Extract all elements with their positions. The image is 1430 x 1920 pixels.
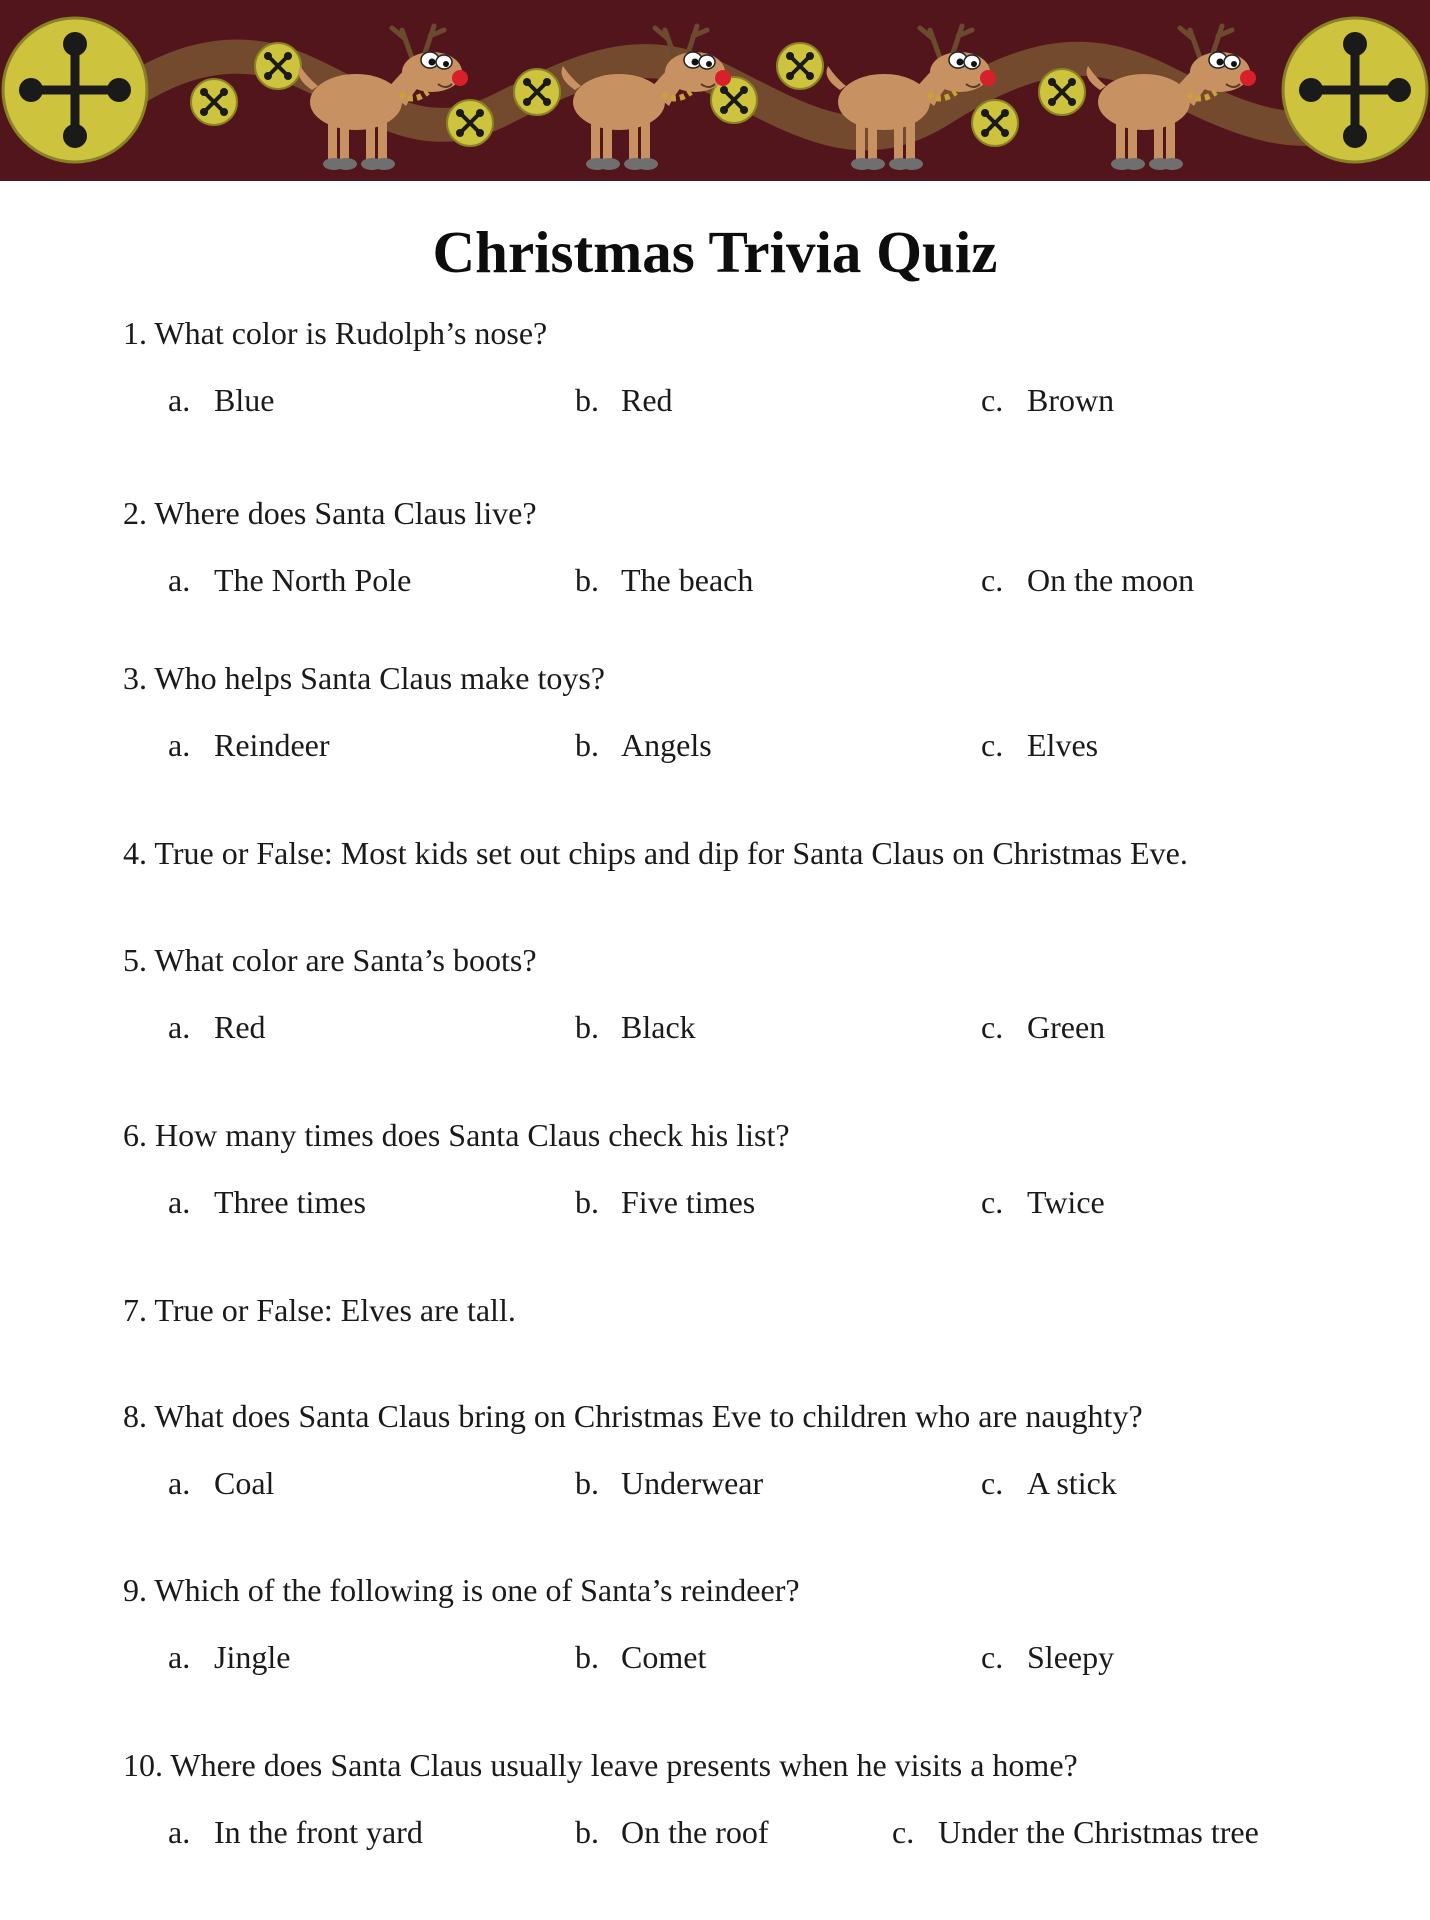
answer-option bbox=[575, 380, 673, 420]
header-banner bbox=[0, 0, 1430, 181]
option-text: Under the Christmas tree bbox=[938, 1814, 1259, 1850]
option-text: Red bbox=[214, 1009, 266, 1045]
option-text: Sleepy bbox=[1027, 1639, 1115, 1675]
option-text: Twice bbox=[1027, 1184, 1105, 1220]
jingle-bell-icon bbox=[514, 69, 560, 115]
option-letter: b. bbox=[575, 1814, 599, 1850]
option-text: The North Pole bbox=[214, 562, 412, 598]
answer-option bbox=[575, 1182, 755, 1222]
question-9: 9. Which of the following is one of Santa’s reindeer? bbox=[123, 1572, 800, 1608]
option-letter: c. bbox=[981, 1009, 1004, 1045]
question-7: 7. True or False: Elves are tall. bbox=[123, 1292, 516, 1328]
option-letter: b. bbox=[575, 562, 599, 598]
option-text: Blue bbox=[214, 382, 275, 418]
question-8: 8. What does Santa Claus bring on Christmas Eve to children who are naughty? bbox=[123, 1398, 1143, 1434]
option-text: A stick bbox=[1027, 1465, 1117, 1501]
option-text: Angels bbox=[621, 727, 712, 763]
option-letter: c. bbox=[981, 382, 1004, 418]
answer-option bbox=[168, 1007, 266, 1047]
option-letter: b. bbox=[575, 382, 599, 418]
answer-option bbox=[168, 1182, 366, 1222]
option-text: Black bbox=[621, 1009, 696, 1045]
jingle-bell-icon bbox=[777, 43, 823, 89]
option-text: On the moon bbox=[1027, 562, 1195, 598]
answer-option bbox=[981, 1007, 1105, 1047]
jingle-bell-icon bbox=[255, 43, 301, 89]
option-letter: c. bbox=[981, 562, 1004, 598]
option-text: Five times bbox=[621, 1184, 756, 1220]
option-text: Red bbox=[621, 382, 673, 418]
option-letter: c. bbox=[892, 1814, 915, 1850]
option-letter: b. bbox=[575, 1465, 599, 1501]
option-text: Underwear bbox=[621, 1465, 764, 1501]
question-10: 10. Where does Santa Claus usually leave presents when he visits a home? bbox=[123, 1747, 1078, 1783]
answer-option bbox=[981, 380, 1114, 420]
option-letter: a. bbox=[168, 1465, 191, 1501]
answer-option bbox=[575, 725, 712, 765]
question-2: 2. Where does Santa Claus live? bbox=[123, 495, 537, 531]
option-letter: b. bbox=[575, 1184, 599, 1220]
option-letter: c. bbox=[981, 1639, 1004, 1675]
answer-option bbox=[168, 560, 411, 600]
option-text: In the front yard bbox=[214, 1814, 423, 1850]
option-text: Jingle bbox=[214, 1639, 291, 1675]
answer-option bbox=[168, 1637, 290, 1677]
option-letter: c. bbox=[981, 1184, 1004, 1220]
answer-option bbox=[981, 1182, 1105, 1222]
question-4: 4. True or False: Most kids set out chips and dip for Santa Claus on Christmas Eve. bbox=[123, 835, 1188, 871]
answer-option bbox=[168, 725, 330, 765]
option-text: Reindeer bbox=[214, 727, 330, 763]
option-letter: a. bbox=[168, 1814, 191, 1850]
option-letter: a. bbox=[168, 1009, 191, 1045]
answer-option bbox=[575, 560, 753, 600]
option-text: On the roof bbox=[621, 1814, 769, 1850]
page-title: Christmas Trivia Quiz bbox=[432, 219, 998, 285]
answer-option bbox=[981, 1637, 1114, 1677]
option-letter: a. bbox=[168, 1639, 191, 1675]
answer-option bbox=[575, 1463, 763, 1503]
jingle-bell-icon bbox=[972, 100, 1018, 146]
option-text: Comet bbox=[621, 1639, 707, 1675]
answer-option bbox=[575, 1812, 769, 1852]
option-text: The beach bbox=[621, 562, 754, 598]
option-letter: a. bbox=[168, 1184, 191, 1220]
jingle-bell-icon bbox=[1039, 69, 1085, 115]
jingle-bell-icon bbox=[3, 18, 147, 162]
option-text: Coal bbox=[214, 1465, 275, 1501]
jingle-bell-icon bbox=[1283, 18, 1427, 162]
option-letter: c. bbox=[981, 1465, 1004, 1501]
jingle-bell-icon bbox=[191, 79, 237, 125]
answer-option bbox=[575, 1637, 706, 1677]
answer-option bbox=[168, 1812, 423, 1852]
reindeer-icon bbox=[299, 26, 469, 170]
option-text: Elves bbox=[1027, 727, 1099, 763]
answer-option bbox=[981, 1463, 1117, 1503]
jingle-bell-icon bbox=[447, 100, 493, 146]
option-letter: c. bbox=[981, 727, 1004, 763]
answer-option bbox=[981, 725, 1098, 765]
option-letter: b. bbox=[575, 1639, 599, 1675]
question-3: 3. Who helps Santa Claus make toys? bbox=[123, 660, 605, 696]
option-letter: b. bbox=[575, 1009, 599, 1045]
question-6: 6. How many times does Santa Claus check his list? bbox=[123, 1117, 790, 1153]
option-letter: a. bbox=[168, 727, 191, 763]
option-text: Three times bbox=[214, 1184, 366, 1220]
answer-option bbox=[168, 1463, 274, 1503]
option-letter: a. bbox=[168, 562, 191, 598]
option-letter: a. bbox=[168, 382, 191, 418]
option-text: Brown bbox=[1027, 382, 1115, 418]
answer-option bbox=[981, 560, 1194, 600]
question-1: 1. What color is Rudolph’s nose? bbox=[123, 315, 548, 351]
answer-option bbox=[575, 1007, 696, 1047]
answer-option bbox=[892, 1812, 1259, 1852]
option-text: Green bbox=[1027, 1009, 1106, 1045]
answer-option bbox=[168, 380, 274, 420]
option-letter: b. bbox=[575, 727, 599, 763]
question-5: 5. What color are Santa’s boots? bbox=[123, 942, 537, 978]
